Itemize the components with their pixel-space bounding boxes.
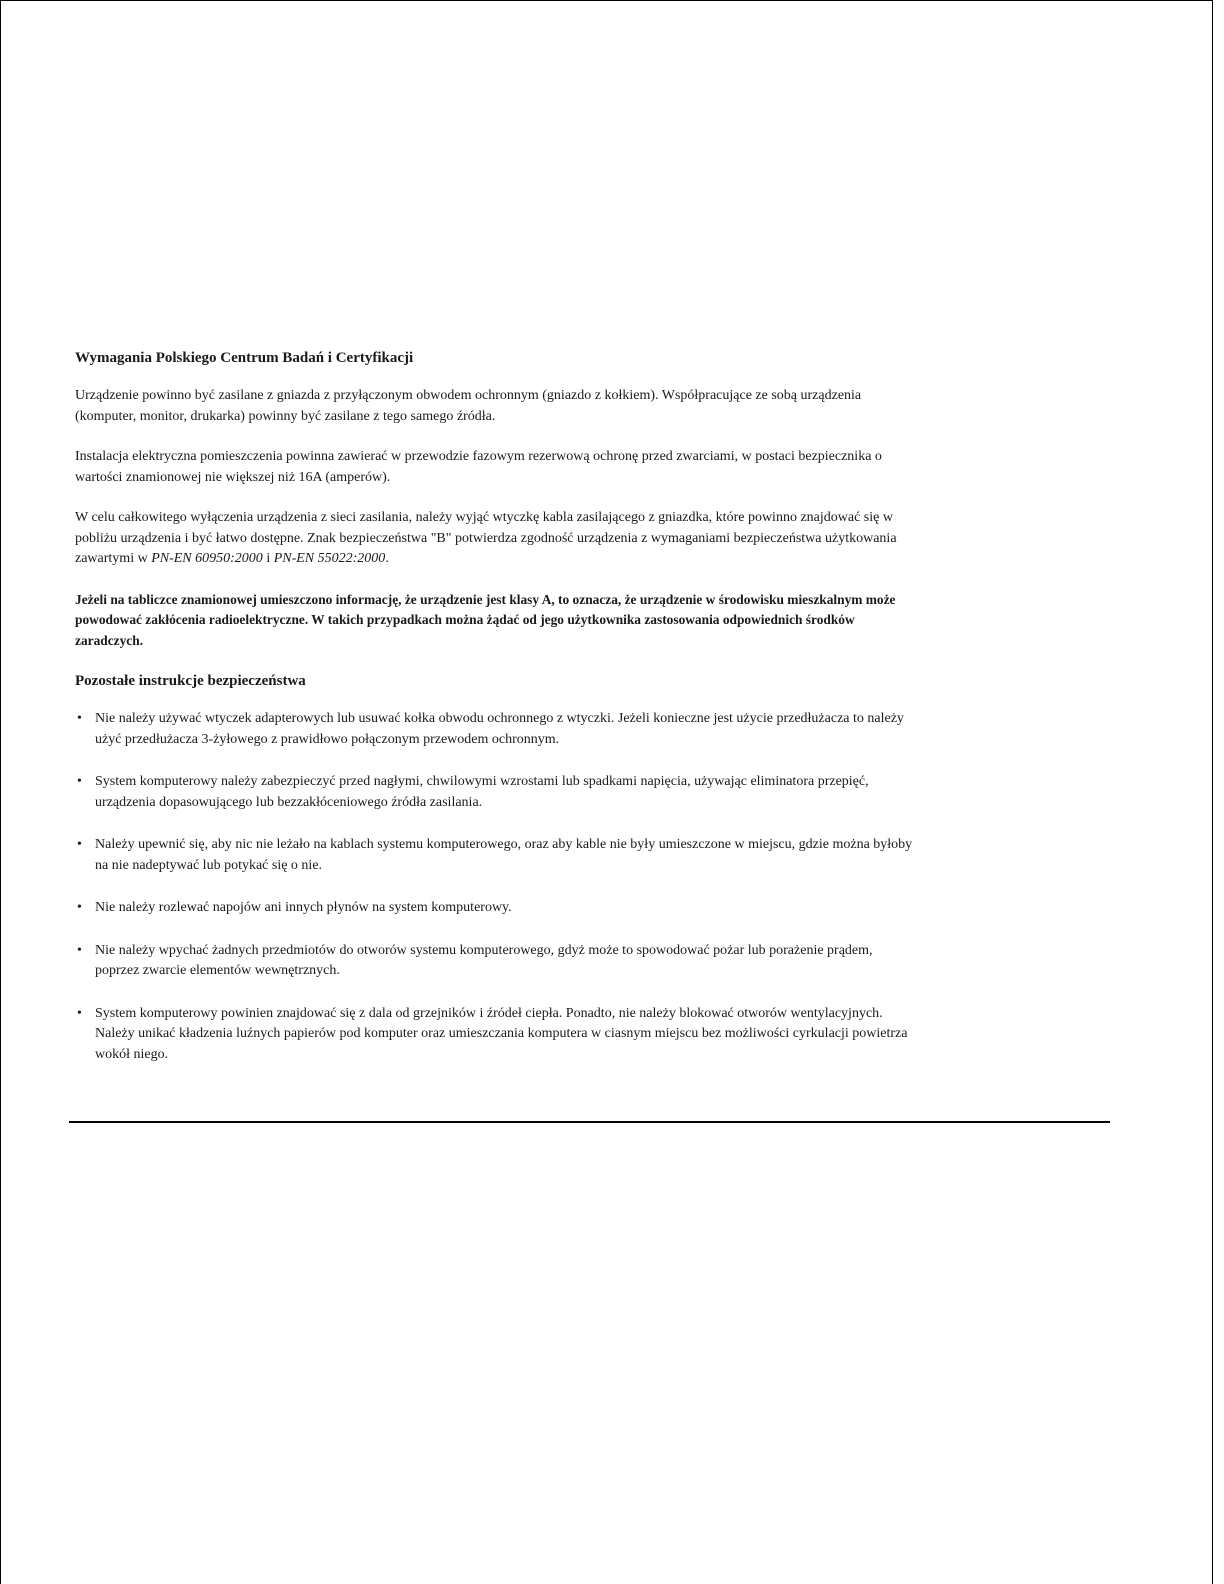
page-border-left: [0, 0, 1, 1584]
bullet-icon: •: [77, 942, 82, 958]
paragraph-class-a-notice: Jeżeli na tabliczce znamionowej umieszczono informację, że urządzenie jest klasy A, to oznacza, że urządzenie w środowisku mieszkalnym może powodować zakłócenia radioelektryczne. W takich przypadkach można żądać od jego użytkownika zastosowania odpowiednich środków zaradczych.: [75, 591, 896, 648]
list-item: [75, 772, 915, 813]
list-item-text: System komputerowy należy zabezpieczyć przed nagłymi, chwilowymi wzrostami lub spadkami napięcia, używając eliminatora przepięć, urządzenia dopasowującego lub bezzakłóceniowego źródła zasilania.: [95, 774, 869, 810]
page-border-top: [0, 0, 1213, 1]
list-item-text: Należy upewnić się, aby nic nie leżało na kablach systemu komputerowego, oraz aby kable nie były umieszczone w miejscu, gdzie można byłoby na nie nadeptywać lub potykać się o nie.: [95, 837, 913, 873]
paragraph-end-period: .: [385, 551, 389, 566]
horizontal-divider: [69, 1121, 1110, 1123]
list-item-text: Nie należy wpychać żadnych przedmiotów do otworów systemu komputerowego, gdyż może to spowodować pożar lub porażenie prądem, poprzez zwarcie elementów wewnętrznych.: [95, 942, 873, 978]
bullet-icon: •: [77, 1005, 82, 1021]
list-item-text: Nie należy używać wtyczek adapterowych lub usuwać kołka obwodu ochronnego z wtyczki. Jeżeli konieczne jest użycie przedłużacza to należy użyć przedłużacza 3-żyłowego z prawidłowo połączonym przewodem ochronnym.: [95, 711, 904, 747]
paragraph-power-socket: Urządzenie powinno być zasilane z gniazda z przyłączonym obwodem ochronnym (gniazdo z kołkiem). Współpracujące ze sobą urządzenia (komputer, monitor, drukarka) powinny być zasilane z tego samego źródła.: [75, 388, 862, 424]
list-item: [75, 1004, 915, 1066]
list-item: [75, 941, 915, 982]
page-border-right: [1212, 0, 1213, 1584]
conjunction-text: i: [262, 551, 274, 566]
bullet-icon: •: [77, 711, 82, 726]
standard-pn-en-60950: PN-EN 60950:2000: [151, 551, 263, 566]
paragraph-electrical-installation: Instalacja elektryczna pomieszczenia powinna zawierać w przewodzie fazowym rezerwową ochronę przed zwarciami, w postaci bezpiecznika o wartości znamionowej nie większej niż 16A (amperów).: [75, 449, 882, 485]
bullet-icon: •: [77, 837, 82, 852]
section-heading-pcbc: Wymagania Polskiego Centrum Badań i Certyfikacji: [75, 350, 414, 366]
standard-pn-en-55022: PN-EN 55022:2000: [273, 551, 386, 566]
list-item: [75, 898, 915, 919]
bullet-icon: •: [77, 900, 82, 915]
list-item-text: Nie należy rozlewać napojów ani innych płynów na system komputerowy.: [95, 900, 512, 915]
list-item-text: System komputerowy powinien znajdować się z dala od grzejników i źródeł ciepła. Ponadto, nie należy blokować otworów wentylacyjnych. Należy unikać kładzenia luźnych papierów pod komputer oraz umieszczania komputera w ciasnym miejscu bez możliwości cyrkulacji powietrza wokół niego.: [95, 1005, 908, 1062]
safety-instructions-list: [75, 709, 915, 1065]
paragraph-disconnect-power: [75, 508, 915, 570]
document-body: [75, 348, 915, 1087]
bullet-icon: •: [77, 774, 82, 789]
list-item: [75, 709, 915, 750]
paragraph-disconnect-text: W celu całkowitego wyłączenia urządzenia z sieci zasilania, należy wyjąć wtyczkę kabla zasilającego z gniazdka, które powinno znajdować się w pobliżu urządzenia i być łatwo dostępne. Znak bezpieczeństwa "B" potwierdza zgodność urządzenia z wymaganiami bezpieczeństwa użytkowania zawartymi w: [75, 510, 897, 566]
list-item: [75, 835, 915, 876]
section-heading-other-safety: Pozostałe instrukcje bezpieczeństwa: [75, 673, 306, 689]
